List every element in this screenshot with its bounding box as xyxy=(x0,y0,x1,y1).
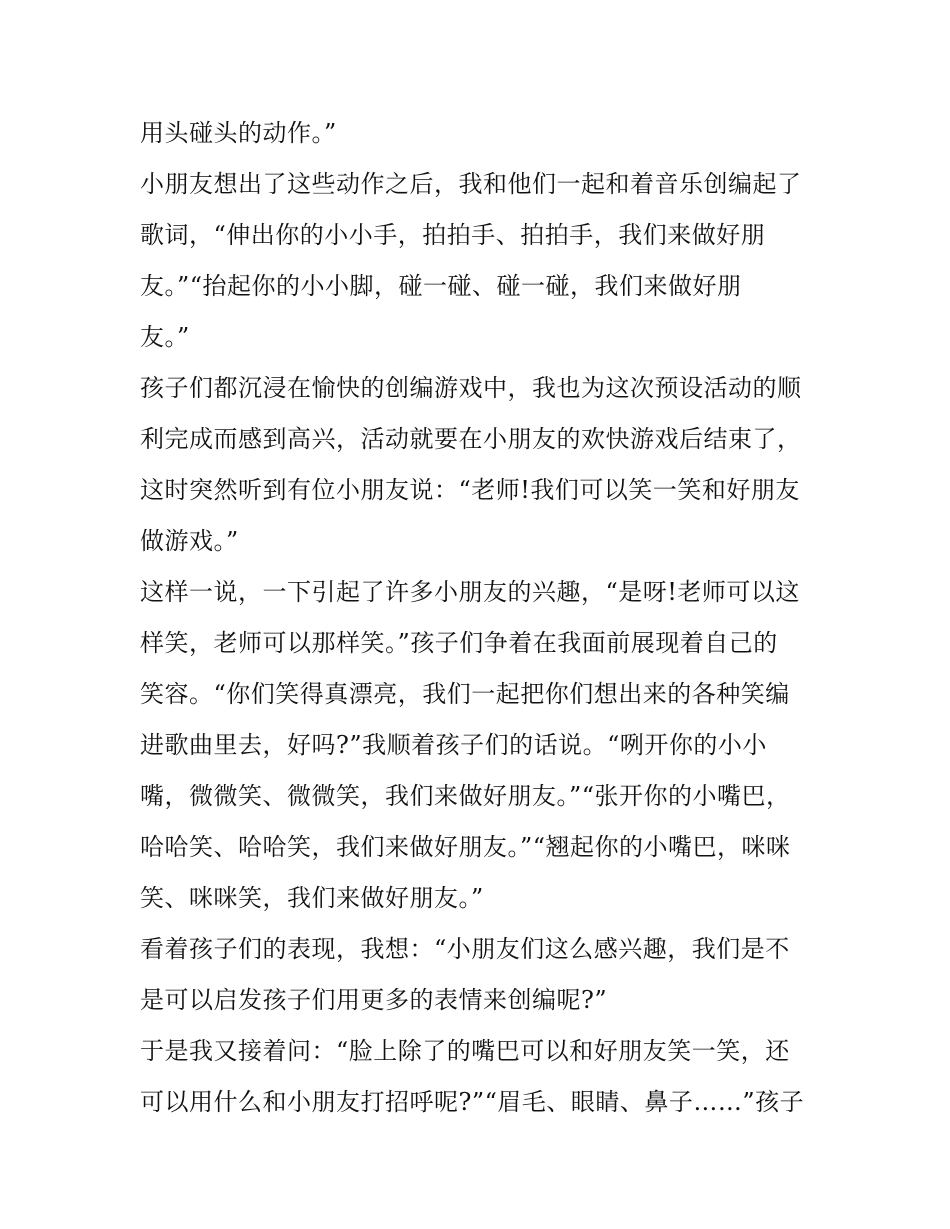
text-line: 进歌曲里去，好吗?”我顺着孩子们的话说。“咧开你的小小 xyxy=(140,731,767,759)
text-line: 笑、咪咪笑，我们来做好朋友。” xyxy=(140,884,484,912)
text-line: 可以用什么和小朋友打招呼呢?”“眉毛、眼睛、鼻子……”孩子 xyxy=(140,1088,805,1116)
text-line: 这样一说，一下引起了许多小朋友的兴趣，“是呀!老师可以这 xyxy=(140,578,800,606)
text-line: 看着孩子们的表现，我想：“小朋友们这么感兴趣，我们是不 xyxy=(140,935,790,963)
text-line: 歌词，“伸出你的小小手，拍拍手、拍拍手，我们来做好朋 xyxy=(140,221,766,249)
body-text xyxy=(140,108,820,1128)
text-line: 利完成而感到高兴，活动就要在小朋友的欢快游戏后结束了， xyxy=(140,425,802,453)
text-line: 这时突然听到有位小朋友说：“老师!我们可以笑一笑和好朋友 xyxy=(140,476,800,504)
text-line: 是可以启发孩子们用更多的表情来创编呢?” xyxy=(140,986,608,1014)
text-line: 做游戏。” xyxy=(140,527,239,555)
text-line: 于是我又接着问：“脸上除了的嘴巴可以和好朋友笑一笑，还 xyxy=(140,1037,790,1065)
text-line: 嘴，微微笑、微微笑，我们来做好朋友。”“张开你的小嘴巴， xyxy=(140,782,791,810)
text-line: 小朋友想出了这些动作之后，我和他们一起和着音乐创编起了 xyxy=(140,170,802,198)
text-line: 哈哈笑、哈哈笑，我们来做好朋友。”“翘起你的小嘴巴，咪咪 xyxy=(140,833,791,861)
text-line: 友。”“抬起你的小小脚，碰一碰、碰一碰，我们来做好朋 xyxy=(140,272,742,300)
text-line: 友。” xyxy=(140,323,190,351)
text-line: 笑容。“你们笑得真漂亮，我们一起把你们想出来的各种笑编 xyxy=(140,680,790,708)
text-line: 样笑，老师可以那样笑。”孩子们争着在我面前展现着自己的 xyxy=(140,629,778,657)
text-line: 用头碰头的动作。” xyxy=(140,119,337,147)
text-line: 孩子们都沉浸在愉快的创编游戏中，我也为这次预设活动的顺 xyxy=(140,374,802,402)
